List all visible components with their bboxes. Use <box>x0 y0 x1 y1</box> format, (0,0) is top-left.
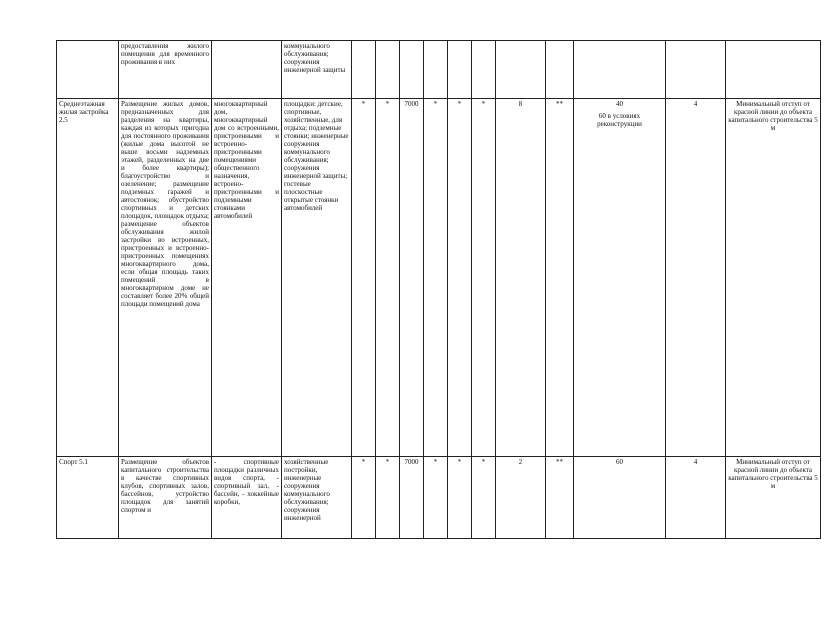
param-cell: * <box>472 99 496 457</box>
param-cell: * <box>352 457 376 539</box>
param-cell <box>376 41 400 99</box>
param-cell: * <box>424 457 448 539</box>
param-cell <box>472 41 496 99</box>
param-cell <box>546 41 574 99</box>
conditional-uses-cell <box>212 41 282 99</box>
land-use-regulations-table <box>56 40 821 539</box>
param-cell: 4 <box>666 99 726 457</box>
max-floors-cell <box>496 41 546 99</box>
param-cell: * <box>376 99 400 457</box>
conditional-uses-cell: многоквартирный дом, многоквартирный дом со встроенными, пристроенными и встроенно-пристроенными помещениями общественного назначения, встроено-пристроенными и подземными стоянками автомобилей <box>212 99 282 457</box>
max-floors-cell: 8 <box>496 99 546 457</box>
auxiliary-uses-cell: хозяйственные постройки, инженерные сооружения коммунального обслуживания; сооружения инженерной <box>282 457 352 539</box>
land-use-name-cell: Среднеэтажная жилая застройка 2.5 <box>57 99 119 457</box>
land-use-name-cell <box>57 41 119 99</box>
conditional-uses-cell: - спортивные площадки различных видов спорта, - спортивный зал, - бассейн, - хоккейные коробки, <box>212 457 282 539</box>
param-cell: * <box>448 99 472 457</box>
param-cell: 4 <box>666 457 726 539</box>
param-cell: 7000 <box>400 99 424 457</box>
table-row <box>57 457 821 539</box>
auxiliary-uses-cell: коммунального обслуживания; сооружения инженерной защиты <box>282 41 352 99</box>
param-cell <box>424 41 448 99</box>
param-cell: * <box>448 457 472 539</box>
param-cell: * <box>472 457 496 539</box>
land-use-description-cell: Размещение объектов капитального строительства в качестве спортивных клубов, спортивных залов, бассейнов, устройство площадок для занятий спортом и <box>119 457 212 539</box>
param-cell: ** <box>546 99 574 457</box>
building-coverage-cell: 60 <box>574 457 666 539</box>
param-cell: * <box>424 99 448 457</box>
param-cell <box>352 41 376 99</box>
param-cell: * <box>352 99 376 457</box>
param-cell: 7000 <box>400 457 424 539</box>
setback-note-cell <box>726 41 821 99</box>
max-floors-cell: 2 <box>496 457 546 539</box>
param-cell <box>448 41 472 99</box>
land-use-name-cell: Спорт 5.1 <box>57 457 119 539</box>
param-cell <box>666 41 726 99</box>
land-use-description-cell: предоставления жилого помещения для временного проживания в них <box>119 41 212 99</box>
setback-note-cell: Минимальный отступ от красной линии до объекта капитального строительства 5 м <box>726 457 821 539</box>
setback-note-cell: Минимальный отступ от красной линии до объекта капитального строительства 5 м <box>726 99 821 457</box>
param-cell: ** <box>546 457 574 539</box>
building-coverage-cell: 40 60 в условиях реконструкции <box>574 99 666 457</box>
param-cell: * <box>376 457 400 539</box>
param-cell <box>400 41 424 99</box>
land-use-description-cell: Размещение жилых домов, предназначенных для разделения на квартиры, каждая из которых пригодна для постоянного проживания (жилые дома высотой не выше восьми надземных этажей, разделенных на две и более квартиры); благоустройство и озеленение; размещение подземных гаражей и автостоянок; обустройство спортивных и детских площадок, площадок отдыха; размещение объектов обслуживания жилой застройки во встроенных, пристроенных и встроенно-пристроенных помещениях многоквартирного дома, если общая площадь таких помещений в многоквартирном доме не составляет более 20% общей площади помещений дома <box>119 99 212 457</box>
table-row <box>57 41 821 99</box>
auxiliary-uses-cell: площадки: детские, спортивные, хозяйственные, для отдыха; подземные стоянки; инженерные сооружения коммунального обслуживания; сооружения инженерной защиты; гостевые плоскостные открытые стоянки автомобилей <box>282 99 352 457</box>
table-row <box>57 99 821 457</box>
building-coverage-cell <box>574 41 666 99</box>
